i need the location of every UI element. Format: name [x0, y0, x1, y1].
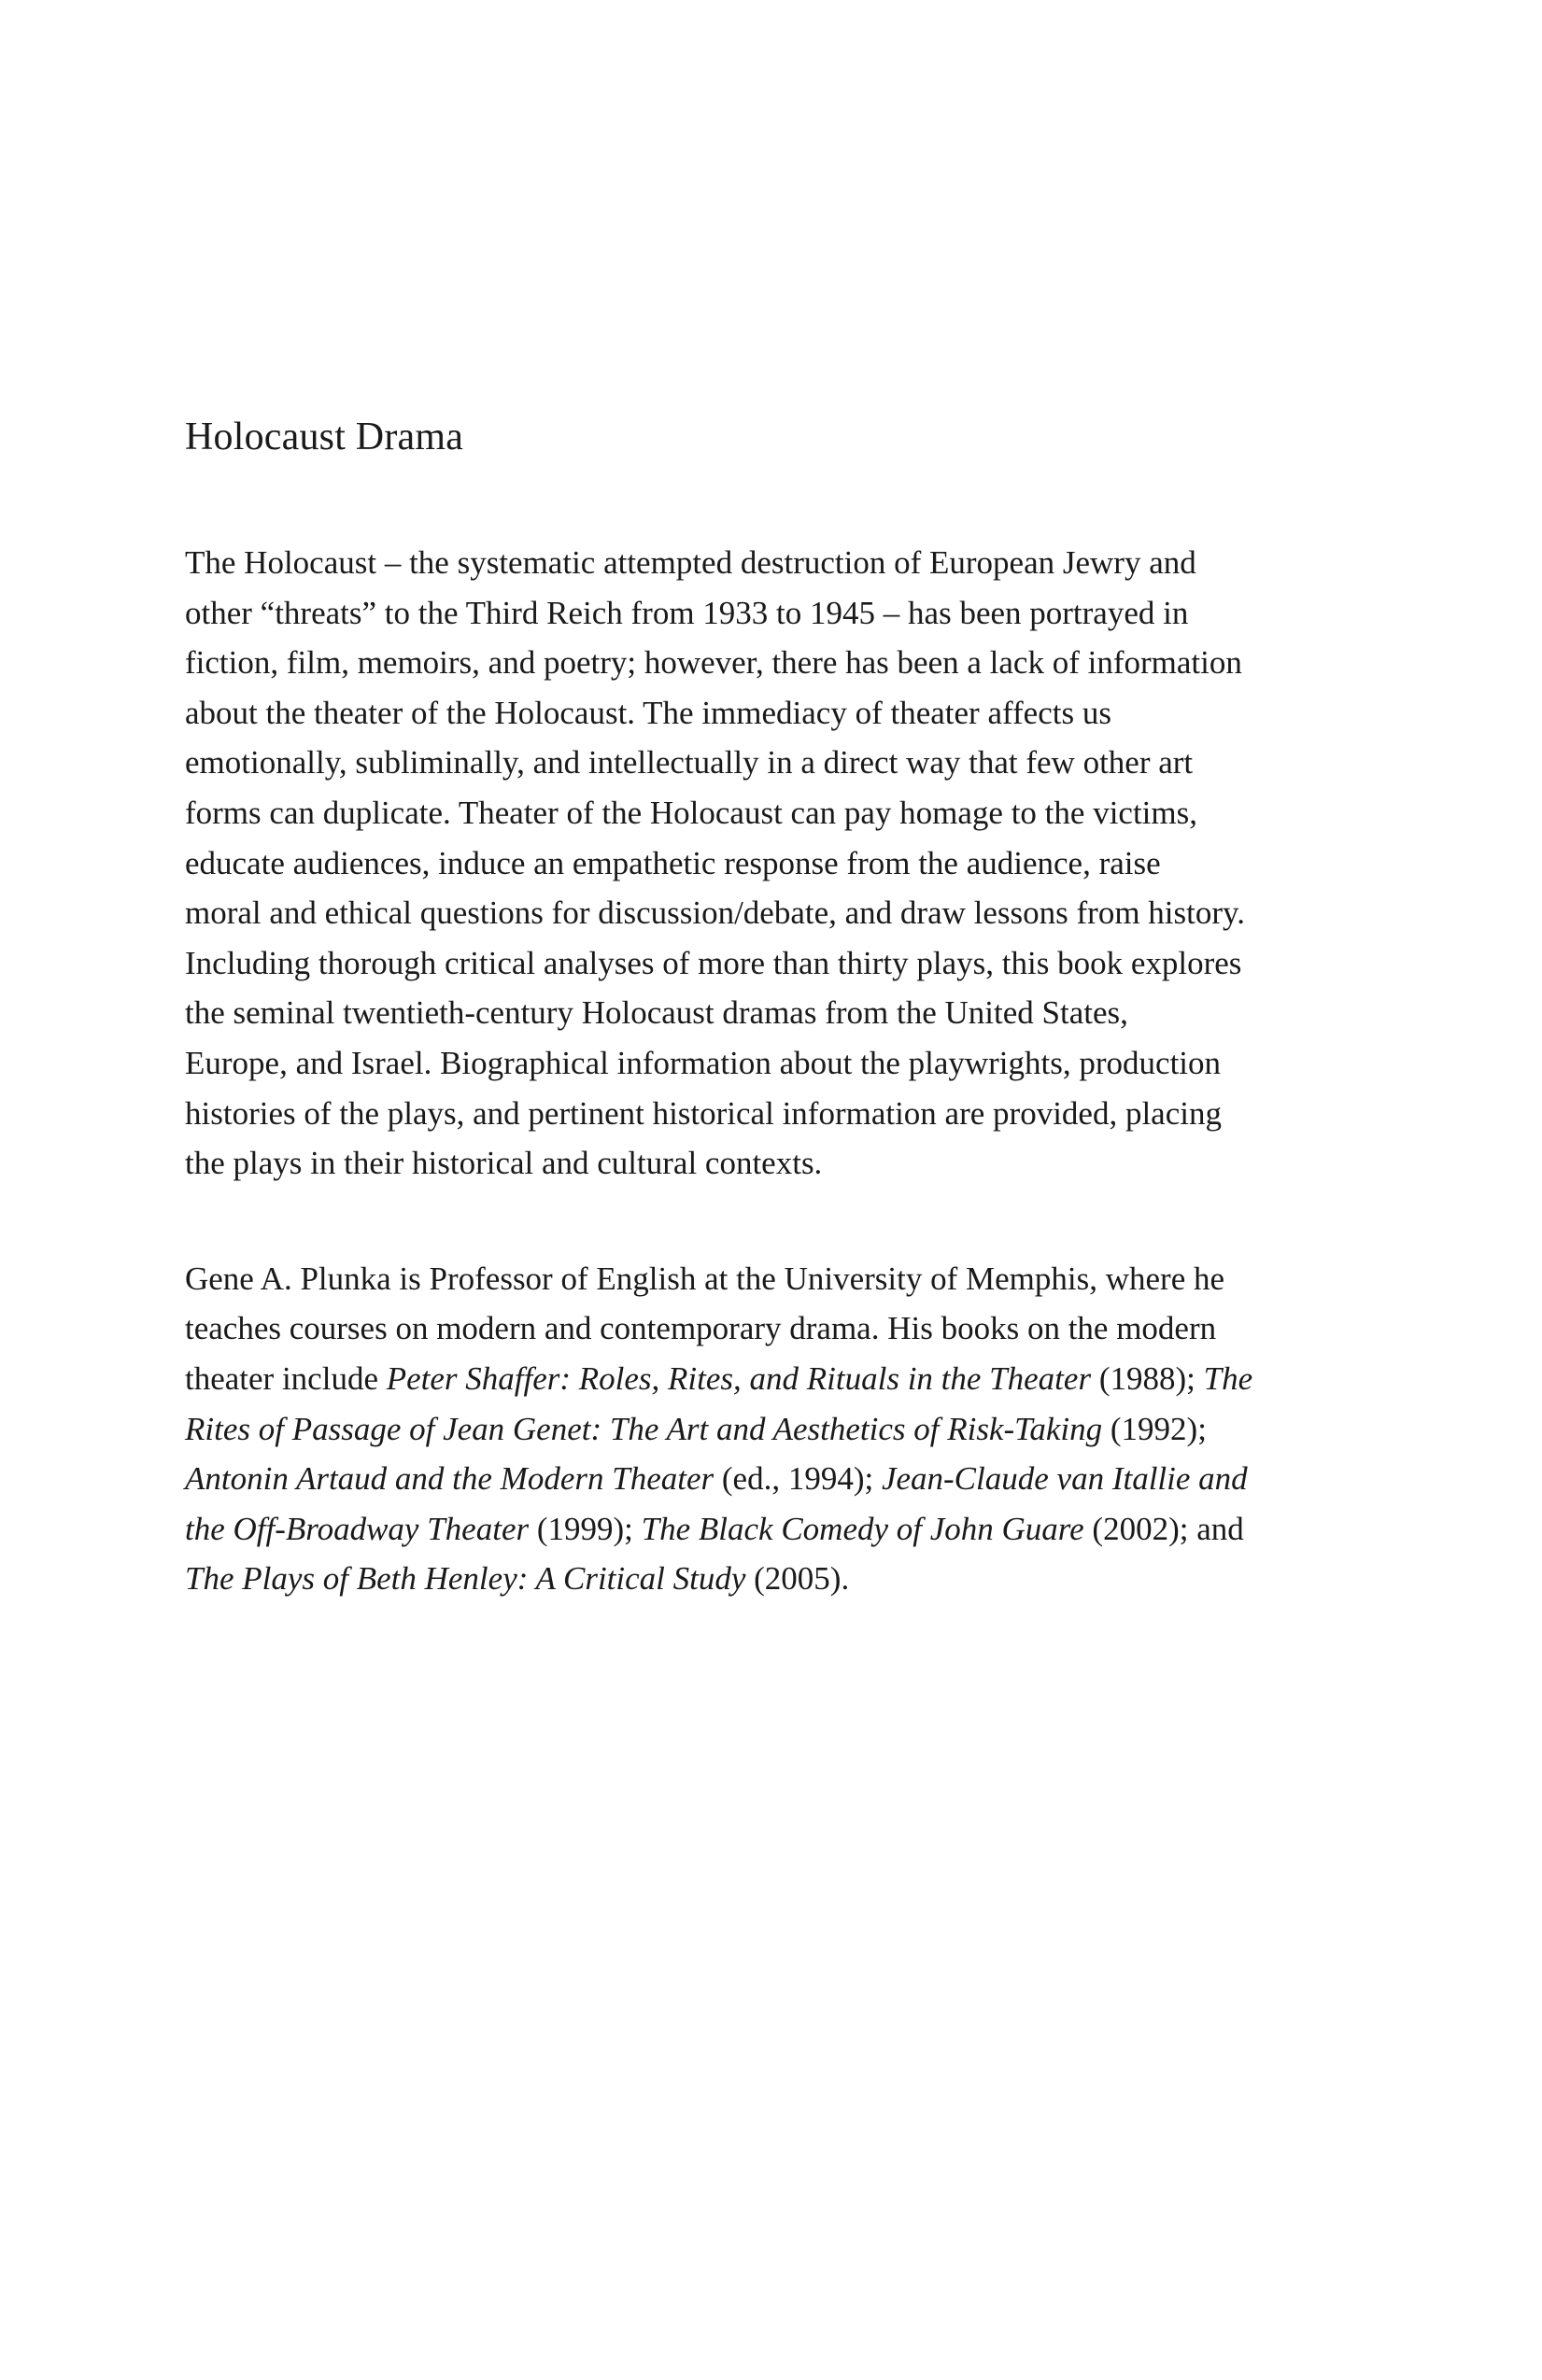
description-line: other “threats” to the Third Reich from 1933 to 1945 – has been portrayed in	[185, 594, 1189, 631]
book-title-italic: Peter Shaffer: Roles, Rites, and Rituals in the Theater	[386, 1359, 1092, 1397]
bio-line	[185, 1404, 1362, 1455]
description-line: moral and ethical questions for discussion/debate, and draw lessons from history.	[185, 894, 1245, 932]
paragraph-gap	[185, 1189, 1362, 1254]
bio-text: Gene A. Plunka is Professor of English at the University of Memphis, where he	[185, 1260, 1225, 1297]
content-block	[185, 411, 1362, 1604]
description-line: emotionally, subliminally, and intellectually in a direct way that few other art	[185, 744, 1194, 782]
bio-line	[185, 1504, 1362, 1555]
book-title-italic: Rites of Passage of Jean Genet: The Art and Aesthetics of Risk-Taking	[185, 1410, 1103, 1447]
bio-text: (1988);	[1091, 1359, 1204, 1397]
description-line: fiction, film, memoirs, and poetry; however, there has been a lack of information	[185, 644, 1242, 682]
bio-line	[185, 1554, 1362, 1604]
bio-text: (2005).	[745, 1560, 850, 1598]
book-title-italic: the Off-Broadway Theater	[185, 1510, 530, 1547]
bio-line	[185, 1454, 1362, 1504]
book-title-italic: The Plays of Beth Henley: A Critical Study	[185, 1560, 746, 1598]
bio-line	[185, 1254, 1362, 1304]
bio-text: theater include	[185, 1359, 387, 1397]
description-line: Europe, and Israel. Biographical information about the playwrights, production	[185, 1044, 1222, 1081]
bio-text: (2002); and	[1083, 1510, 1244, 1547]
description-line: histories of the plays, and pertinent historical information are provided, placing	[185, 1094, 1222, 1132]
description-line: educate audiences, induce an empathetic response from the audience, raise	[185, 844, 1161, 881]
book-title-italic: The Black Comedy of John Guare	[641, 1510, 1084, 1547]
bio-text: (ed., 1994);	[714, 1460, 882, 1498]
author-bio	[185, 1254, 1362, 1604]
description-line: about the theater of the Holocaust. The immediacy of theater affects us	[185, 694, 1111, 731]
bio-line	[185, 1354, 1362, 1404]
bio-text: (1999);	[529, 1510, 642, 1547]
book-title: Holocaust Drama	[185, 415, 464, 458]
book-description	[185, 538, 1362, 1189]
book-title-italic: The	[1203, 1359, 1253, 1397]
book-title-italic: Jean-Claude van Itallie and	[881, 1460, 1248, 1498]
bio-line	[185, 1303, 1362, 1354]
description-line: Including thorough critical analyses of more than thirty plays, this book explores	[185, 944, 1242, 981]
description-line: the plays in their historical and cultural contexts.	[185, 1145, 823, 1182]
description-line: The Holocaust – the systematic attempted destruction of European Jewry and	[185, 544, 1196, 581]
description-line: the seminal twentieth-century Holocaust dramas from the United States,	[185, 994, 1128, 1032]
description-line: forms can duplicate. Theater of the Holocaust can pay homage to the victims,	[185, 794, 1197, 831]
book-title-italic: Antonin Artaud and the Modern Theater	[185, 1460, 714, 1498]
bio-text: teaches courses on modern and contemporary drama. His books on the modern	[185, 1310, 1217, 1347]
bio-text: (1992);	[1102, 1410, 1207, 1447]
